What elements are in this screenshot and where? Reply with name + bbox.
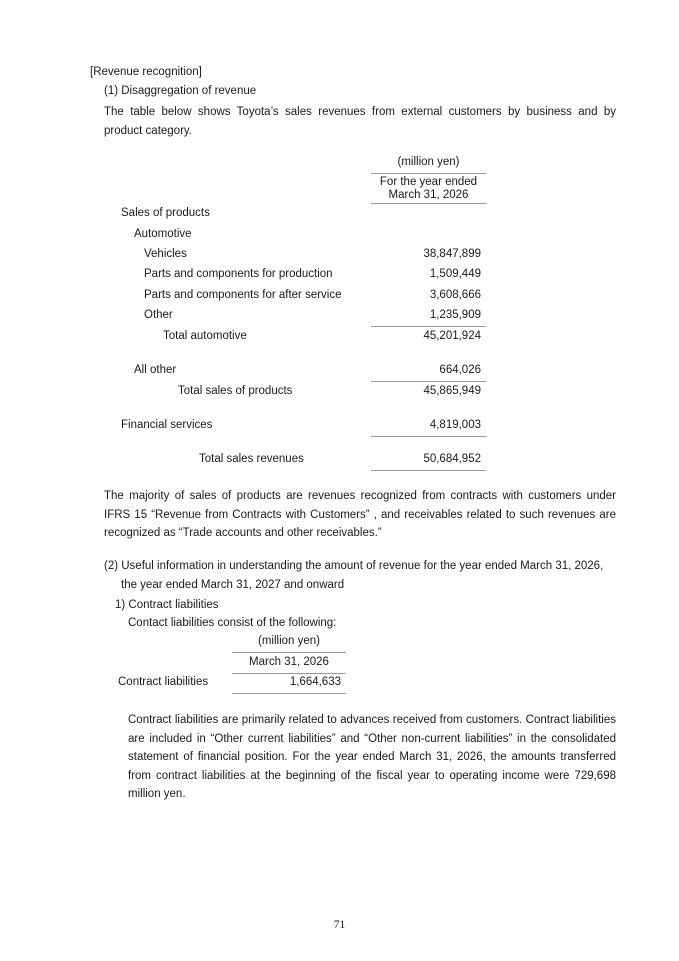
intro-paragraph: The table below shows Toyota’s sales revenues from external customers by business and by product category. [104,106,616,137]
total-sales-revenues-value: 50,684,952 [423,453,481,465]
table2-header-rule [232,673,346,674]
table-row-label: Vehicles [144,248,187,260]
table2-col-header: March 31, 2026 [249,656,329,668]
contract-liabilities-intro: Contact liabilities consist of the following: [128,617,337,629]
majority-paragraph: The majority of sales of products are revenues recognized from contracts with customers under IFRS 15 “Revenue from Contracts with Customers” , and receivables related to such revenues are recognized as “Trade accounts and other receivables.” [104,490,616,539]
table-row-value: 38,847,899 [423,248,481,260]
total-sales-revenues-label: Total sales revenues [199,453,304,465]
total-automotive-value: 45,201,924 [423,330,481,342]
page-number: 71 [333,919,346,931]
total-rule [371,470,486,471]
subsection-title-useful-info-cont: the year ended March 31, 2027 and onward [121,579,345,591]
table2-total-rule [232,693,346,694]
subtotal-rule [371,436,486,437]
contract-liabilities-row-value: 1,664,633 [289,676,341,688]
subsection-title-disaggregation: (1) Disaggregation of revenue [104,85,257,97]
financial-services-label: Financial services [121,419,213,431]
table1-col-header-line2: March 31, 2026 [388,189,469,201]
contract-liabilities-paragraph: Contract liabilities are primarily related to advances received from customers. Contract liabilities are included in “Other current liabilities” and “Other non-current liabilities” in the consolidated statement of financial position. For the year ended March 31, 2026, the amounts transferred from contract liabilities at the beginning of the fiscal year to operating income were 729,698 million yen. [128,714,616,800]
sales-of-products-label: Sales of products [121,207,210,219]
all-other-label: All other [134,364,177,376]
table1-unit: (million yen) [397,156,460,168]
financial-services-value: 4,819,003 [429,419,481,431]
table-row-label: Other [144,309,173,321]
table1-header-rule [371,203,486,204]
table-row-label: Parts and components for production [144,268,333,280]
subtotal-rule [371,381,486,382]
total-automotive-label: Total automotive [163,330,247,342]
total-sales-products-label: Total sales of products [178,385,293,397]
table2-unit-rule [232,652,346,653]
contract-liabilities-row-label: Contract liabilities [118,676,209,688]
automotive-label: Automotive [134,228,192,240]
subtotal-rule [371,326,486,327]
subsection-title-useful-info: (2) Useful information in understanding the amount of revenue for the year ended March 31, 2026, [104,560,604,572]
table-row-label: Parts and components for after service [144,289,342,301]
table1-unit-rule [371,173,486,174]
all-other-value: 664,026 [439,364,481,376]
total-sales-products-value: 45,865,949 [423,385,481,397]
table-row-value: 1,235,909 [429,309,481,321]
table2-unit: (million yen) [258,635,320,647]
table1-col-header-line1: For the year ended [379,176,478,188]
table-row-value: 3,608,666 [429,289,481,301]
contract-liabilities-title: 1) Contract liabilities [115,599,219,611]
table-row-value: 1,509,449 [429,268,481,280]
section-title: [Revenue recognition] [90,66,202,78]
